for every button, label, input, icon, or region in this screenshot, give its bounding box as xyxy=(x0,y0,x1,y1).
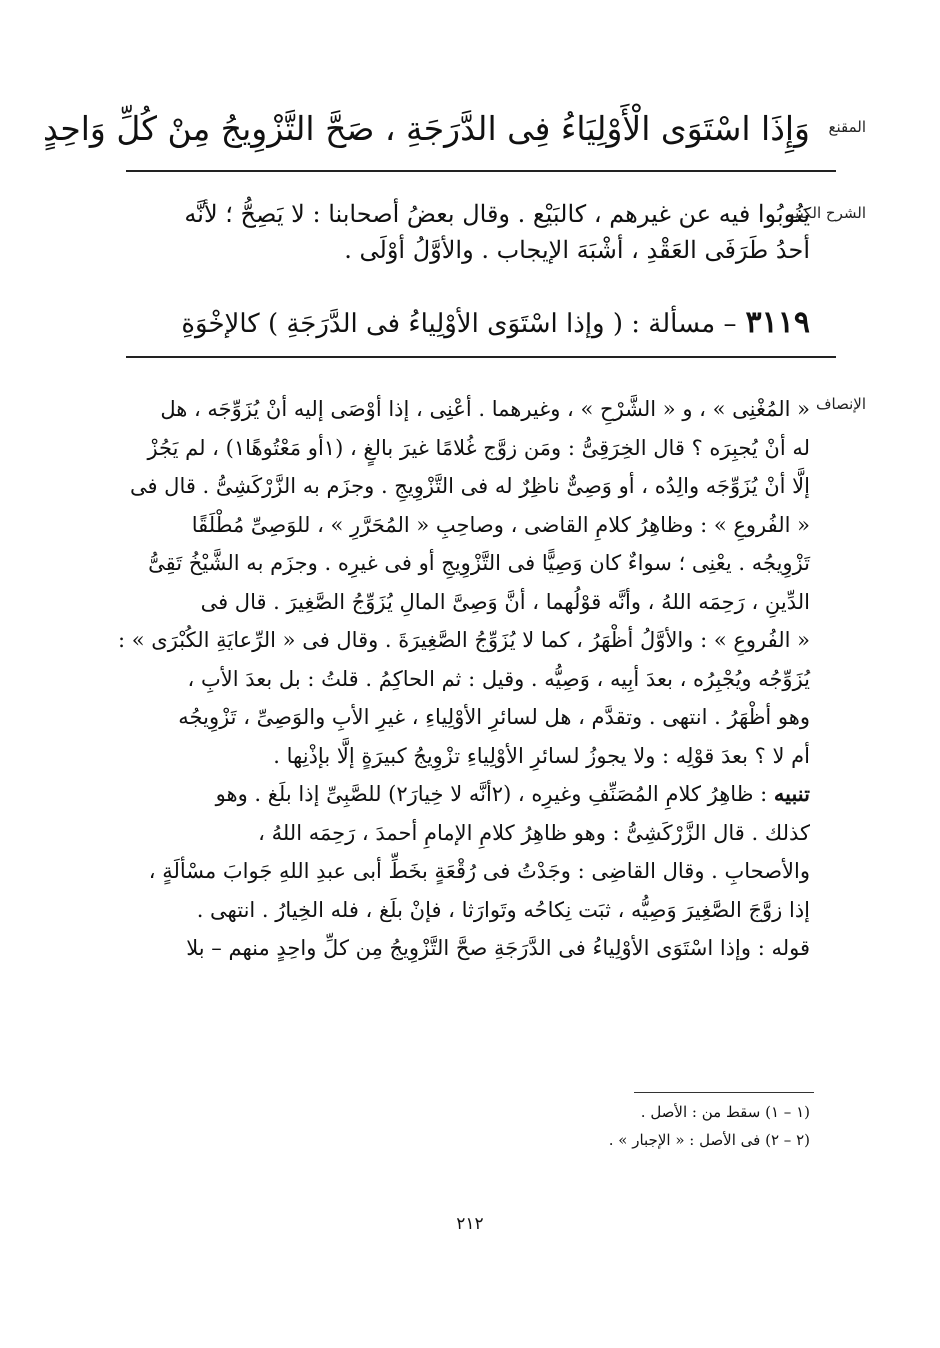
insaf-label: الإنصاف xyxy=(815,395,866,413)
sharh-text xyxy=(110,196,810,268)
tanbih-label: تنبيه xyxy=(773,781,810,806)
muqni-text xyxy=(43,106,810,152)
sharh-label: الشرح الكبير xyxy=(786,204,866,222)
footnote: (١ – ١) سقط من : الأصل . xyxy=(640,1103,810,1121)
divider-rule-top xyxy=(126,170,836,172)
insaf-line: « المُغْنِى » ، و « الشَّرْحِ » ، وغيرهما . أعْنِى ، إذا أوْصَى إليه أنْ يُزَوِّجَه ، هل xyxy=(160,397,810,421)
tanbih-text: : ظاهِرُ كلامِ المُصَنِّفِ وغيرِه ، (٢أنَّه لا خِيارَ٢) للصَّبِىِّ إذا بلَغ . وهو xyxy=(215,782,768,806)
muqni-label: المقنع xyxy=(828,118,866,136)
masala-text: – مسألة : ( وإذا اسْتَوَى الأوْلِياءُ فى الدَّرَجَةِ ) كالإخْوَةِ xyxy=(181,309,737,339)
footnotes xyxy=(110,1098,810,1154)
insaf-line: له أنْ يُجبِرَه ؟ قال الخِرَقِىُّ : ومَن زوَّج غُلامًا غيرَ بالغٍ ، (١أو مَعْتُوهًا١) ، لم يَجُزْ xyxy=(147,435,810,460)
tanbih-line: والأصحابِ . وقال القاضِى : وجَدْتُ فى رُقْعَةٍ بخَطِّ أبى عبدِ اللهِ جَوابَ مسْألَةٍ ، xyxy=(148,859,810,883)
insaf-line: يُزَوِّجُه ويُجْبِرُه ، بعدَ أبِيه ، وَصِيُّه . وقيل : ثم الحاكِمُ . قلتُ : بل بعدَ الأبِ ، xyxy=(187,666,810,691)
insaf-text xyxy=(110,390,810,968)
footnote: (٢ – ٢) فى الأصل : « الإجبار » . xyxy=(608,1131,810,1149)
footnote-rule xyxy=(634,1092,814,1093)
page-number: ٢١٢ xyxy=(456,1214,484,1234)
qawluh-line: قوله : وإذا اسْتَوَى الأوْلِياءُ فى الدَّرَجَةِ صحَّ التَّزْوِيجُ مِن كلِّ واحِدٍ منهم – بلا xyxy=(186,936,810,960)
masala-heading xyxy=(110,303,810,344)
tanbih-line: إذا زوَّجَ الصَّغِيرَ وَصِيُّه ، ثبَت نِكاحُه وتَوارَثا ، فإنْ بلَغ ، فله الخِيارُ . انتهى . xyxy=(196,897,810,922)
masala-number: ٣١١٩ xyxy=(745,305,810,340)
muqni-line: وَإِذَا اسْتَوَى الْأَوْلِيَاءُ فِى الدَّرَجَةِ ، صَحَّ التَّزْوِيجُ مِنْ كُلِّ وَاحِدٍ xyxy=(43,109,810,148)
insaf-line: أم لا ؟ بعدَ قوْلِه : ولا يجوزُ لسائرِ الأوْلِياءِ تزْوِيجُ كبيرَةٍ إلَّا بإذْنِها . xyxy=(273,743,810,768)
sharh-line: يَنُوبُوا فيه عن غيرهم ، كالبَيْع . وقال بعضُ أصحابنا : لا يَصِحُّ ؛ لأنَّه xyxy=(184,200,810,228)
sharh-line: أحدُ طَرَفَى العَقْدِ ، أشْبَهَ الإيجاب . والأوَّلُ أوْلَى . xyxy=(344,236,810,264)
insaf-line: إلَّا أنْ يُزَوِّجَه والِدُه ، أو وَصِىٌّ ناظِرٌ له فى التَّزْوِيجِ . وجزَم به الزَّرْكَشِىُّ . قال فى xyxy=(129,474,810,498)
insaf-line: تَزْوِيجُه . يعْنِى ؛ سواءٌ كان وَصِيًّا فى التَّزْوِيجِ أو فى غيرِه . وجزَم به الشَّيْخُ تَقِىُّ xyxy=(148,551,810,575)
divider-rule-middle xyxy=(126,356,836,358)
insaf-line: « الفُروعِ » : والأوَّلُ أظْهَرُ ، كما لا يُزَوِّجُ الصَّغِيرَةَ . وقال فى « الرِّعايَةِ الكُبْرَى » : xyxy=(118,628,810,652)
tanbih-line xyxy=(110,775,810,814)
insaf-line: الدِّينِ ، رَحِمَه اللهُ ، وأنَّه قوْلُهما ، أنَّ وَصِىَّ المالِ يُزَوِّجُ الصَّغِيرَ . قال فى xyxy=(200,589,810,614)
insaf-line: « الفُروعِ » : وظاهِرُ كلامِ القاضى ، وصاحِبِ « المُحَرَّرِ » ، للوَصِىِّ مُطْلَقًا xyxy=(191,512,810,537)
tanbih-line: كذلك . قال الزَّرْكَشِىُّ : وهو ظاهِرُ كلامِ الإمامِ أحمدَ ، رَحِمَه اللهُ ، xyxy=(258,820,810,845)
insaf-line: وهو أظْهَرُ . انتهى . وتقدَّم ، هل لسائرِ الأوْلِياءِ ، غيرِ الأبِ والوَصِىِّ ، تَزْوِيجُه xyxy=(178,705,810,729)
